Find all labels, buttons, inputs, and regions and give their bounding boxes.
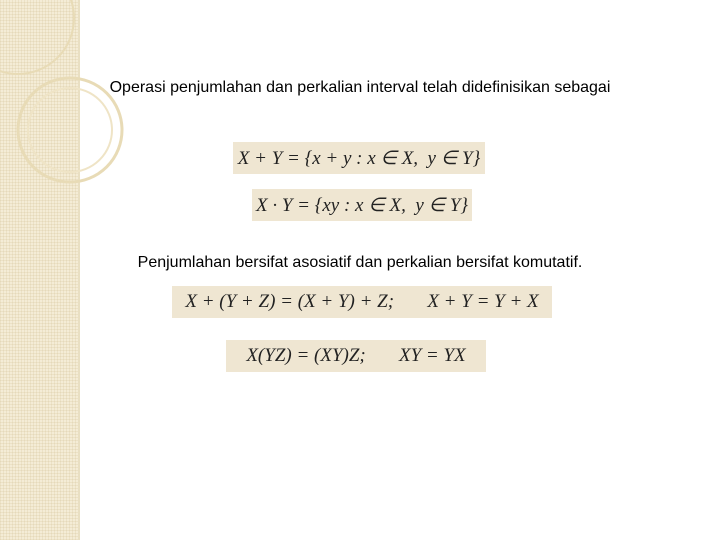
decorative-rings bbox=[0, 0, 180, 240]
sum-properties-formula: X + (Y + Z) = (X + Y) + Z; X + Y = Y + X bbox=[172, 286, 552, 318]
intro-text: Operasi penjumlahan dan perkalian interval telah didefinisikan sebagai bbox=[109, 79, 611, 96]
product-definition-formula: X · Y = {xy : x ∈ X, y ∈ Y} bbox=[252, 189, 472, 221]
sum-definition-formula: X + Y = {x + y : x ∈ X, y ∈ Y} bbox=[233, 142, 485, 174]
properties-text: Penjumlahan bersifat asosiatif dan perkalian bersifat komutatif. bbox=[137, 254, 583, 271]
product-properties-formula: X(YZ) = (XY)Z; XY = YX bbox=[226, 340, 486, 372]
